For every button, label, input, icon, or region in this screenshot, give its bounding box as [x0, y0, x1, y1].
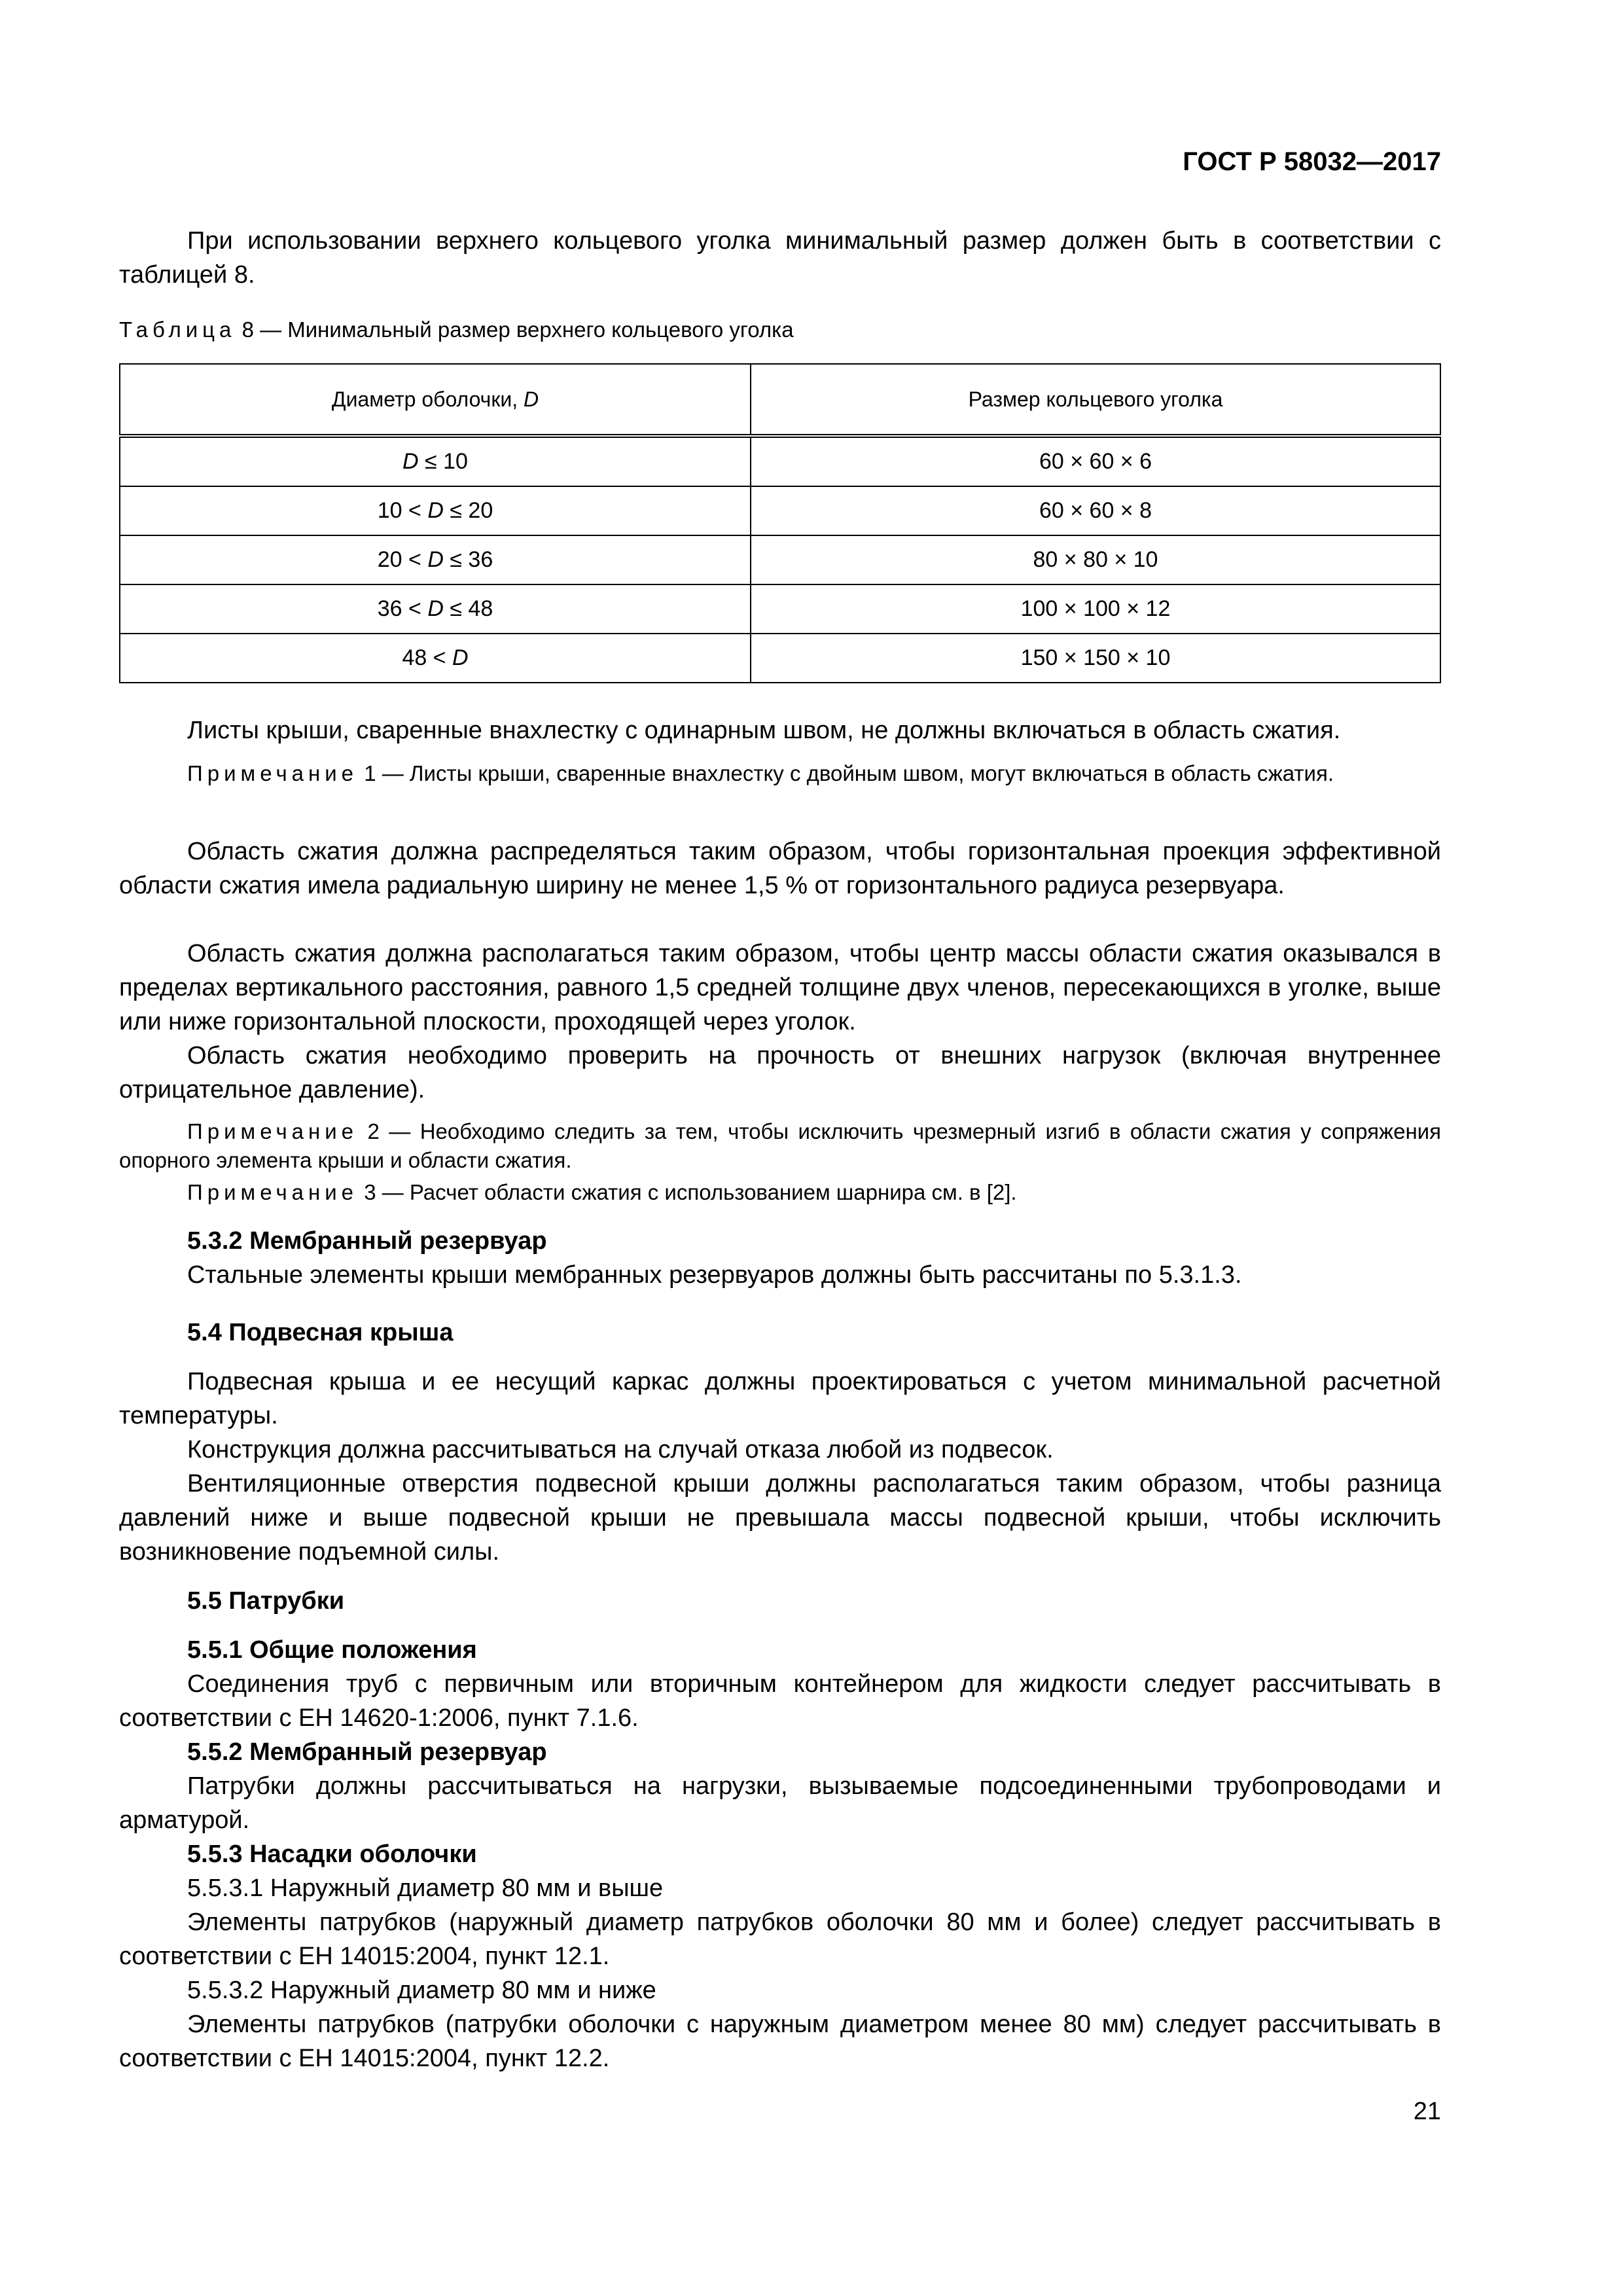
angle-size-table — [119, 363, 1441, 683]
angle-size-cell: 60 × 60 × 6 — [751, 436, 1440, 486]
angle-size-cell: 60 × 60 × 8 — [751, 486, 1440, 535]
column-header-diameter: Диаметр оболочки, D — [120, 364, 751, 436]
table-header-row — [120, 364, 1440, 436]
diameter-cell: 20 < D ≤ 36 — [120, 535, 751, 584]
nozzle-80mm-below-paragraph: Элементы патрубков (патрубки оболочки с наружным диаметром менее 80 мм) следует рассчитывать в соответствии с ЕН 14015:2004, пункт 12.2. — [119, 2011, 1441, 2072]
compression-area-paragraph-2: Область сжатия должна располагаться таким образом, чтобы центр массы области сжатия оказывался в пределах вертикального расстояния, равного 1,5 средней толщине двух членов, пересекающихся в уголке, выше или ниже горизонтальной плоскости, проходящей через уголок. — [119, 940, 1441, 1035]
heading-5-5-3: 5.5.3 Насадки оболочки — [187, 1840, 477, 1868]
diameter-cell: D ≤ 10 — [120, 436, 751, 486]
heading-5-3-2: 5.3.2 Мембранный резервуар — [187, 1227, 547, 1255]
note-3: Примечание 3 — Расчет области сжатия с использованием шарнира см. в [2]. — [187, 1180, 1017, 1204]
table-row — [120, 436, 1440, 486]
suspended-roof-paragraph-1: Подвесная крыша и ее несущий каркас должны проектироваться с учетом минимальной расчетной температуры. — [119, 1368, 1441, 1429]
nozzle-80mm-above-paragraph: Элементы патрубков (наружный диаметр патрубков оболочки 80 мм и более) следует рассчитывать в соответствии с ЕН 14015:2004, пункт 12.1. — [119, 1909, 1441, 1970]
table-row — [120, 634, 1440, 683]
pipe-connections-paragraph: Соединения труб с первичным или вторичным контейнером для жидкости следует рассчитывать в соответствии с ЕН 14620-1:2006, пункт 7.1.6. — [119, 1670, 1441, 1732]
diameter-cell: 48 < D — [120, 634, 751, 683]
subheading-5-5-3-1: 5.5.3.1 Наружный диаметр 80 мм и выше — [187, 1874, 664, 1902]
table-caption-text: 8 — Минимальный размер верхнего кольцевого уголка — [241, 317, 794, 342]
angle-size-cell: 80 × 80 × 10 — [751, 535, 1440, 584]
diameter-cell: 36 < D ≤ 48 — [120, 584, 751, 634]
heading-5-5-2: 5.5.2 Мембранный резервуар — [187, 1738, 547, 1766]
page-number: 21 — [1413, 2098, 1441, 2125]
heading-5-5: 5.5 Патрубки — [187, 1587, 345, 1615]
heading-5-5-1: 5.5.1 Общие положения — [187, 1636, 477, 1664]
document-code: ГОСТ Р 58032—2017 — [1183, 147, 1441, 176]
table-row — [120, 535, 1440, 584]
heading-5-4: 5.4 Подвесная крыша — [187, 1319, 454, 1346]
angle-size-cell: 150 × 150 × 10 — [751, 634, 1440, 683]
membrane-roof-paragraph: Стальные элементы крыши мембранных резервуаров должны быть рассчитаны по 5.3.1.3. — [187, 1261, 1242, 1289]
note-2: Примечание 2 — Необходимо следить за тем, чтобы исключить чрезмерный изгиб в области сжатия у сопряжения опорного элемента крыши и области сжатия. — [119, 1119, 1441, 1172]
nozzle-loads-paragraph: Патрубки должны рассчитываться на нагрузки, вызываемые подсоединенными трубопроводами и арматурой. — [119, 1772, 1441, 1834]
angle-size-cell: 100 × 100 × 12 — [751, 584, 1440, 634]
diameter-cell: 10 < D ≤ 20 — [120, 486, 751, 535]
table-row — [120, 486, 1440, 535]
table-caption — [119, 315, 794, 344]
suspended-roof-paragraph-2: Конструкция должна рассчитываться на случай отказа любой из подвесок. — [187, 1436, 1054, 1463]
subheading-5-5-3-2: 5.5.3.2 Наружный диаметр 80 мм и ниже — [187, 1977, 656, 2004]
table-row — [120, 584, 1440, 634]
note-1: Примечание 1 — Листы крыши, сваренные внахлестку с двойным швом, могут включаться в область сжатия. — [187, 761, 1334, 785]
compression-area-paragraph-3: Область сжатия необходимо проверить на прочность от внешних нагрузок (включая внутреннее отрицательное давление). — [119, 1042, 1441, 1103]
column-header-angle-size: Размер кольцевого уголка — [751, 364, 1440, 436]
suspended-roof-paragraph-3: Вентиляционные отверстия подвесной крыши должны располагаться таким образом, чтобы разница давлений ниже и выше подвесной крыши не превышала массы подвесной крыши, чтобы исключить возникновение подъемной силы. — [119, 1470, 1441, 1566]
intro-paragraph: При использовании верхнего кольцевого уголка минимальный размер должен быть в соответствии с таблицей 8. — [119, 227, 1441, 289]
table-caption-label: Таблица — [119, 317, 236, 342]
compression-area-paragraph-1: Область сжатия должна распределяться таким образом, чтобы горизонтальная проекция эффективной области сжатия имела радиальную ширину не менее 1,5 % от горизонтального радиуса резервуара. — [119, 838, 1441, 899]
roof-sheets-paragraph: Листы крыши, сваренные внахлестку с одинарным швом, не должны включаться в область сжатия. — [187, 717, 1341, 744]
